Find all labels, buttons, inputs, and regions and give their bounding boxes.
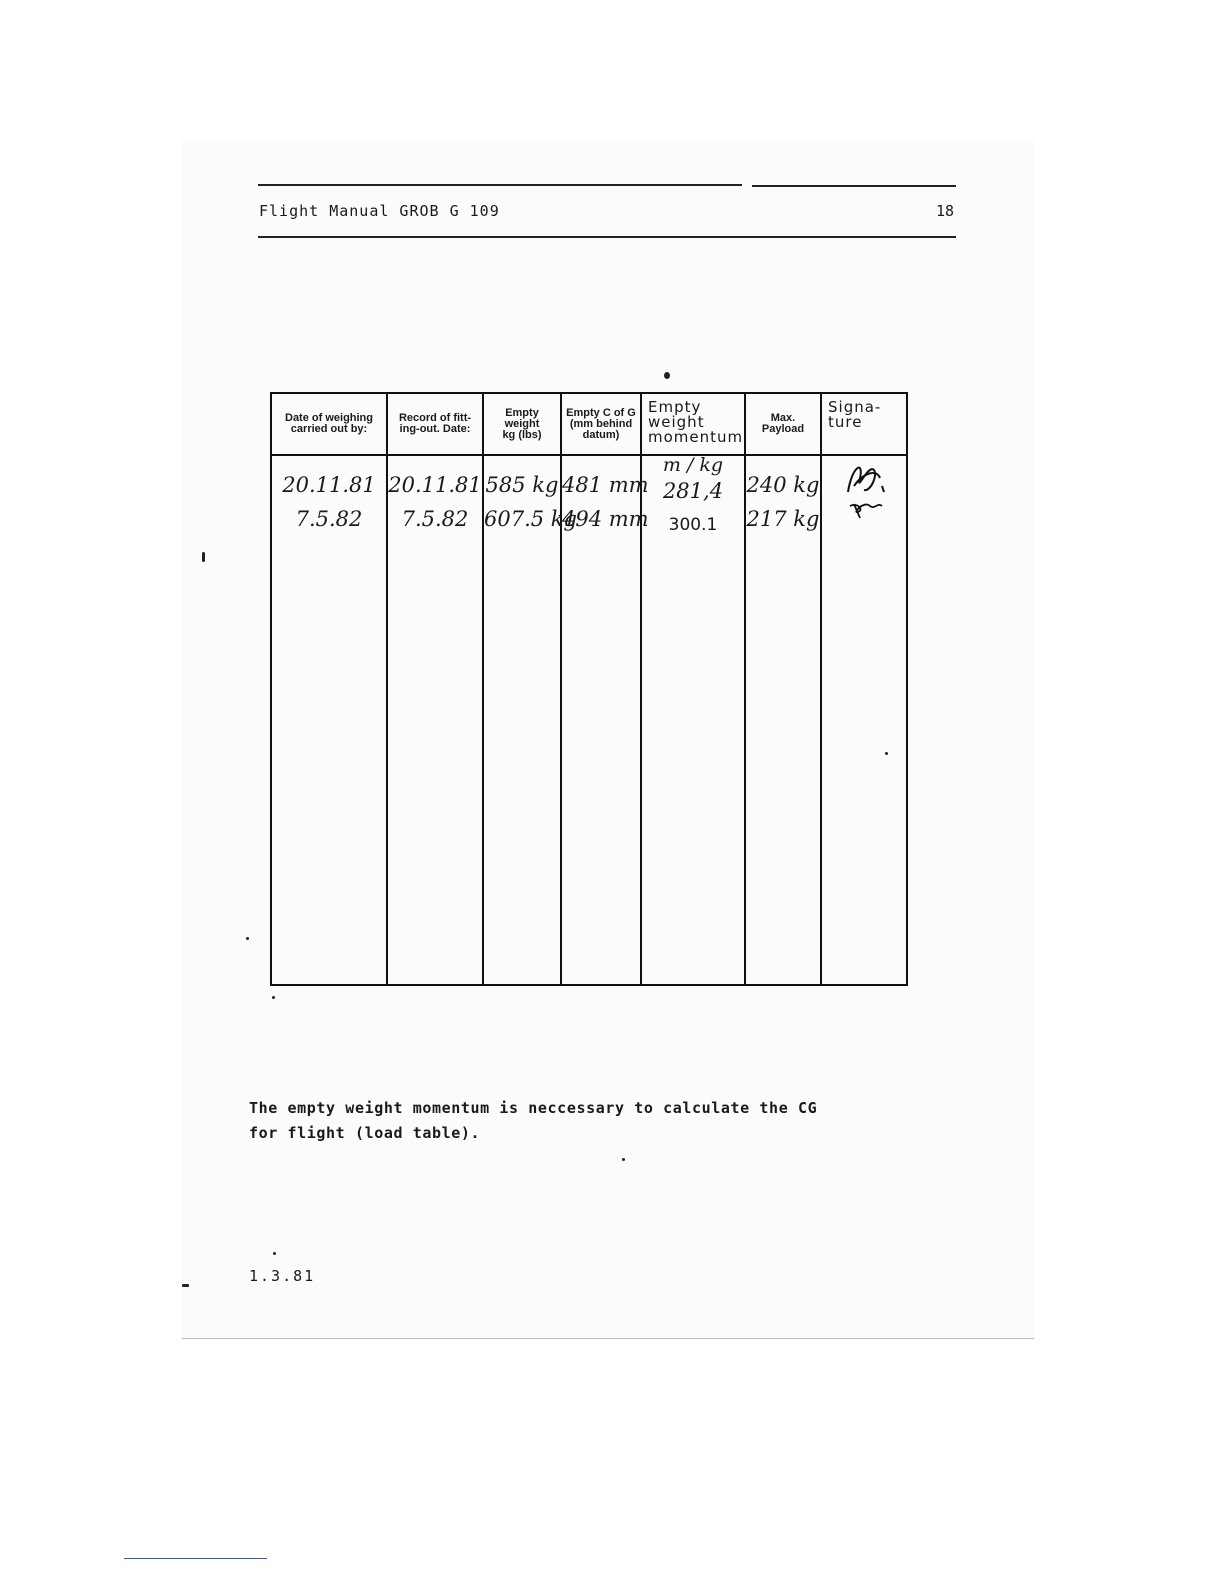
scan-edge — [182, 1338, 1034, 1339]
handwritten-entry: 7.5.82 — [401, 507, 469, 531]
cell-max-payload — [745, 455, 821, 985]
cell-date-of-weighing — [271, 455, 387, 985]
header-rule — [258, 236, 956, 238]
column-header-empty-weight: Empty weight kg (lbs) — [483, 393, 561, 455]
explanatory-note — [249, 1096, 817, 1146]
handwritten-entry: 240 kg — [746, 473, 820, 497]
handwritten-entry: 481 mm — [562, 473, 649, 497]
cell-signature — [821, 455, 907, 985]
cell-momentum — [641, 455, 745, 985]
header-rule — [752, 185, 956, 187]
column-header-empty-cg: Empty C of G (mm behind datum) — [561, 393, 641, 455]
column-header-fitting-out-date: Record of fitt- ing-out. Date: — [387, 393, 483, 455]
note-line: for flight (load table). — [249, 1124, 481, 1142]
column-header-empty-weight-momentum: Empty weight momentum — [641, 393, 745, 455]
handwritten-entry: 585 kg — [485, 473, 559, 497]
scan-speck — [273, 1252, 276, 1255]
column-header-max-payload: Max. Payload — [745, 393, 821, 455]
handwritten-entry: 281,4 — [662, 479, 724, 503]
scan-speck — [202, 552, 205, 562]
cell-empty-weight — [483, 455, 577, 985]
handwritten-entry: 20.11.81 — [282, 473, 376, 497]
scan-speck — [182, 1284, 189, 1287]
table-row — [271, 455, 907, 985]
note-line: The empty weight momentum is neccessary to calculate the CG — [249, 1099, 818, 1117]
manual-title: Flight Manual GROB G 109 — [259, 202, 500, 220]
handwritten-entry: 607.5 kg — [484, 507, 577, 531]
weighing-record-table — [270, 392, 906, 986]
scan-speck — [664, 372, 670, 379]
cell-empty-cg — [561, 455, 649, 985]
column-header-signature: Signa- ture — [821, 393, 907, 455]
table-header-row — [271, 393, 907, 455]
handwritten-entry: 20.11.81 — [388, 473, 482, 497]
issue-date: 1.3.81 — [249, 1267, 316, 1285]
handwritten-entry: 494 mm — [562, 507, 649, 531]
page-number: 18 — [936, 202, 955, 220]
scan-speck — [272, 996, 275, 999]
scan-speck — [622, 1158, 625, 1161]
column-header-date-of-weighing: Date of weighing carried out by: — [271, 393, 387, 455]
scan-speck — [246, 937, 249, 940]
header-rule — [258, 184, 742, 186]
signature-scribble — [822, 456, 906, 496]
scan-speck — [885, 752, 888, 755]
unit-note: m / kg — [662, 454, 724, 476]
link-underline — [124, 1558, 267, 1559]
handwritten-entry: 217 kg — [746, 507, 820, 531]
signature-scribble — [822, 496, 906, 536]
handwritten-entry: 300.1 — [668, 515, 718, 535]
cell-fitting-out-date — [387, 455, 483, 985]
handwritten-entry: 7.5.82 — [295, 507, 363, 531]
